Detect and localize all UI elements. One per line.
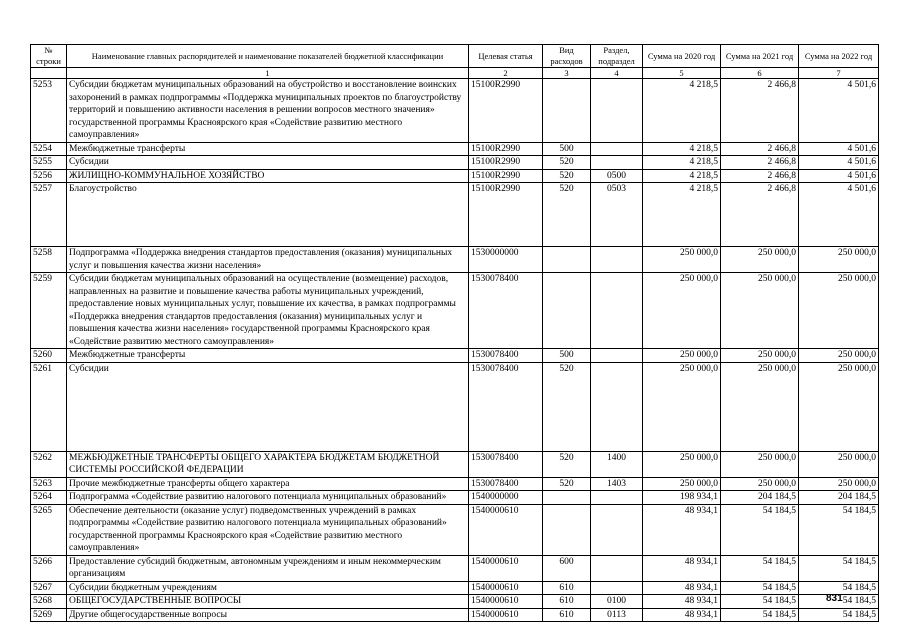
row-number: 5262 [31,451,67,477]
table-row [31,183,879,247]
amount-2020: 250 000,0 [643,362,721,451]
target-article: 1530078400 [469,273,543,349]
amount-2020: 250 000,0 [643,477,721,491]
row-number: 5257 [31,183,67,247]
header-code: Целевая статья [469,45,543,68]
target-article: 1530078400 [469,477,543,491]
column-number: 2 [469,68,543,79]
amount-2022: 250 000,0 [799,349,879,363]
amount-2021: 250 000,0 [721,477,799,491]
column-number: 7 [799,68,879,79]
amount-2022: 250 000,0 [799,451,879,477]
amount-2020: 48 934,1 [643,504,721,555]
row-number: 5267 [31,581,67,595]
amount-2020: 48 934,1 [643,595,721,609]
section-subsection [591,273,643,349]
amount-2021: 54 184,5 [721,608,799,622]
amount-2022: 54 184,5 [799,595,879,609]
table-row [31,555,879,581]
expense-type: 520 [543,169,591,183]
table-row [31,362,879,451]
section-subsection [591,491,643,505]
expense-type: 610 [543,581,591,595]
row-name: Субсидии бюджетам муниципальных образований на обустройство и восстановление воинских захоронений в рамках подпрограммы «Поддержка муниципальных проектов по благоустройству территорий и повышению активности населения в решении вопросов местного значения» государственной программы Красноярского края «Содействие развитию местного самоуправления» [67,79,469,143]
section-subsection: 0113 [591,608,643,622]
column-number: 4 [591,68,643,79]
section-subsection: 0503 [591,183,643,247]
amount-2021: 2 466,8 [721,142,799,156]
amount-2022: 4 501,6 [799,79,879,143]
section-subsection [591,142,643,156]
section-subsection [591,79,643,143]
header-name: Наименование главных распорядителей и наименование показателей бюджетной классификации [67,45,469,68]
target-article: 15100R2990 [469,169,543,183]
section-subsection: 0100 [591,595,643,609]
target-article: 1530078400 [469,362,543,451]
row-number: 5259 [31,273,67,349]
amount-2020: 4 218,5 [643,142,721,156]
header-sum-2020: Сумма на 2020 год [643,45,721,68]
table-row [31,477,879,491]
amount-2021: 54 184,5 [721,504,799,555]
target-article: 1530000000 [469,247,543,273]
expense-type [543,273,591,349]
row-name: Межбюджетные трансферты [67,142,469,156]
row-name: Предоставление субсидий бюджетным, автономным учреждениям и иным некоммерческим организациям [67,555,469,581]
row-name: Субсидии бюджетным учреждениям [67,581,469,595]
target-article: 1540000610 [469,595,543,609]
target-article: 15100R2990 [469,156,543,170]
row-name: ОБЩЕГОСУДАРСТВЕННЫЕ ВОПРОСЫ [67,595,469,609]
table-row [31,608,879,622]
amount-2021: 54 184,5 [721,555,799,581]
amount-2021: 54 184,5 [721,595,799,609]
expense-type: 600 [543,555,591,581]
target-article: 1540000610 [469,608,543,622]
table-row [31,595,879,609]
row-name: Межбюджетные трансферты [67,349,469,363]
section-subsection [591,247,643,273]
section-subsection: 1403 [591,477,643,491]
amount-2022: 4 501,6 [799,183,879,247]
amount-2022: 250 000,0 [799,477,879,491]
amount-2022: 54 184,5 [799,555,879,581]
amount-2022: 4 501,6 [799,169,879,183]
table-row [31,273,879,349]
row-number: 5266 [31,555,67,581]
expense-type [543,247,591,273]
amount-2021: 250 000,0 [721,349,799,363]
amount-2020: 250 000,0 [643,273,721,349]
expense-type [543,504,591,555]
expense-type [543,491,591,505]
amount-2020: 4 218,5 [643,79,721,143]
amount-2020: 198 934,1 [643,491,721,505]
amount-2022: 54 184,5 [799,504,879,555]
header-razd: Раздел, подраздел [591,45,643,68]
amount-2021: 2 466,8 [721,183,799,247]
row-name: Субсидии [67,156,469,170]
amount-2022: 250 000,0 [799,273,879,349]
target-article: 1540000610 [469,504,543,555]
row-number: 5265 [31,504,67,555]
target-article: 1530078400 [469,349,543,363]
column-number: 1 [67,68,469,79]
expense-type: 500 [543,142,591,156]
amount-2021: 2 466,8 [721,79,799,143]
budget-table [30,44,879,622]
amount-2022: 250 000,0 [799,247,879,273]
section-subsection: 0500 [591,169,643,183]
amount-2022: 4 501,6 [799,156,879,170]
row-number: 5263 [31,477,67,491]
amount-2021: 2 466,8 [721,169,799,183]
header-row [31,45,879,68]
row-name: Субсидии [67,362,469,451]
row-number: 5260 [31,349,67,363]
page-number: 831 [826,593,843,604]
amount-2021: 250 000,0 [721,451,799,477]
expense-type: 520 [543,362,591,451]
target-article: 1540000610 [469,581,543,595]
amount-2020: 250 000,0 [643,451,721,477]
row-name: Благоустройство [67,183,469,247]
row-number: 5253 [31,79,67,143]
header-num: № строки [31,45,67,68]
column-number [31,68,67,79]
expense-type: 610 [543,595,591,609]
row-number: 5254 [31,142,67,156]
row-name: Подпрограмма «Поддержка внедрения стандартов предоставления (оказания) муниципальных услуг и повышения качества жизни населения» [67,247,469,273]
row-number: 5261 [31,362,67,451]
amount-2020: 250 000,0 [643,349,721,363]
section-subsection [591,555,643,581]
table-row [31,349,879,363]
section-subsection [591,156,643,170]
row-name: Другие общегосударственные вопросы [67,608,469,622]
row-number: 5268 [31,595,67,609]
row-number: 5255 [31,156,67,170]
section-subsection [591,504,643,555]
expense-type: 500 [543,349,591,363]
table-row [31,156,879,170]
row-number: 5269 [31,608,67,622]
row-name: Прочие межбюджетные трансферты общего характера [67,477,469,491]
target-article: 15100R2990 [469,79,543,143]
amount-2022: 54 184,5 [799,581,879,595]
amount-2022: 204 184,5 [799,491,879,505]
column-number: 6 [721,68,799,79]
table-row [31,504,879,555]
expense-type: 520 [543,451,591,477]
expense-type: 610 [543,608,591,622]
table-row [31,169,879,183]
column-number: 3 [543,68,591,79]
amount-2021: 250 000,0 [721,247,799,273]
table-row [31,491,879,505]
amount-2020: 48 934,1 [643,555,721,581]
amount-2020: 4 218,5 [643,183,721,247]
amount-2020: 250 000,0 [643,247,721,273]
amount-2022: 54 184,5 [799,608,879,622]
section-subsection [591,349,643,363]
section-subsection [591,581,643,595]
table-body [31,79,879,622]
expense-type [543,79,591,143]
target-article: 1540000610 [469,555,543,581]
amount-2020: 48 934,1 [643,608,721,622]
amount-2022: 4 501,6 [799,142,879,156]
amount-2021: 204 184,5 [721,491,799,505]
table-row [31,142,879,156]
table-row [31,451,879,477]
row-name: Субсидии бюджетам муниципальных образований на осуществление (возмещение) расходов, направленных на развитие и повышение качества работы муниципальных учреждений, предоставление новых муниципальных услуг, повышение их качества, в рамках подпрограммы «Поддержка внедрения стандартов предоставления (оказания) муниципальных услуг и повышения качества жизни населения» государственной программы Красноярского края «Содействие развитию местного самоуправления» [67,273,469,349]
row-name: Подпрограмма «Содействие развитию налогового потенциала муниципальных образований» [67,491,469,505]
target-article: 15100R2990 [469,183,543,247]
amount-2020: 4 218,5 [643,156,721,170]
column-number-row [31,68,879,79]
table-row [31,247,879,273]
column-number: 5 [643,68,721,79]
row-number: 5256 [31,169,67,183]
row-name: МЕЖБЮДЖЕТНЫЕ ТРАНСФЕРТЫ ОБЩЕГО ХАРАКТЕРА БЮДЖЕТАМ БЮДЖЕТНОЙ СИСТЕМЫ РОССИЙСКОЙ ФЕДЕРАЦИИ [67,451,469,477]
table-row [31,581,879,595]
amount-2022: 250 000,0 [799,362,879,451]
header-vid: Вид расходов [543,45,591,68]
row-name: Обеспечение деятельности (оказание услуг) подведомственных учреждений в рамках подпрограммы «Содействие развитию налогового потенциала муниципальных образований» государственной программы Красноярского края «Содействие развитию местного самоуправления» [67,504,469,555]
amount-2020: 4 218,5 [643,169,721,183]
expense-type: 520 [543,477,591,491]
amount-2021: 250 000,0 [721,273,799,349]
expense-type: 520 [543,183,591,247]
row-name: ЖИЛИЩНО-КОММУНАЛЬНОЕ ХОЗЯЙСТВО [67,169,469,183]
section-subsection [591,362,643,451]
amount-2021: 2 466,8 [721,156,799,170]
target-article: 15100R2990 [469,142,543,156]
row-number: 5264 [31,491,67,505]
table-row [31,79,879,143]
target-article: 1530078400 [469,451,543,477]
header-sum-2021: Сумма на 2021 год [721,45,799,68]
row-number: 5258 [31,247,67,273]
expense-type: 520 [543,156,591,170]
amount-2020: 48 934,1 [643,581,721,595]
amount-2021: 250 000,0 [721,362,799,451]
amount-2021: 54 184,5 [721,581,799,595]
section-subsection: 1400 [591,451,643,477]
header-sum-2022: Сумма на 2022 год [799,45,879,68]
target-article: 1540000000 [469,491,543,505]
